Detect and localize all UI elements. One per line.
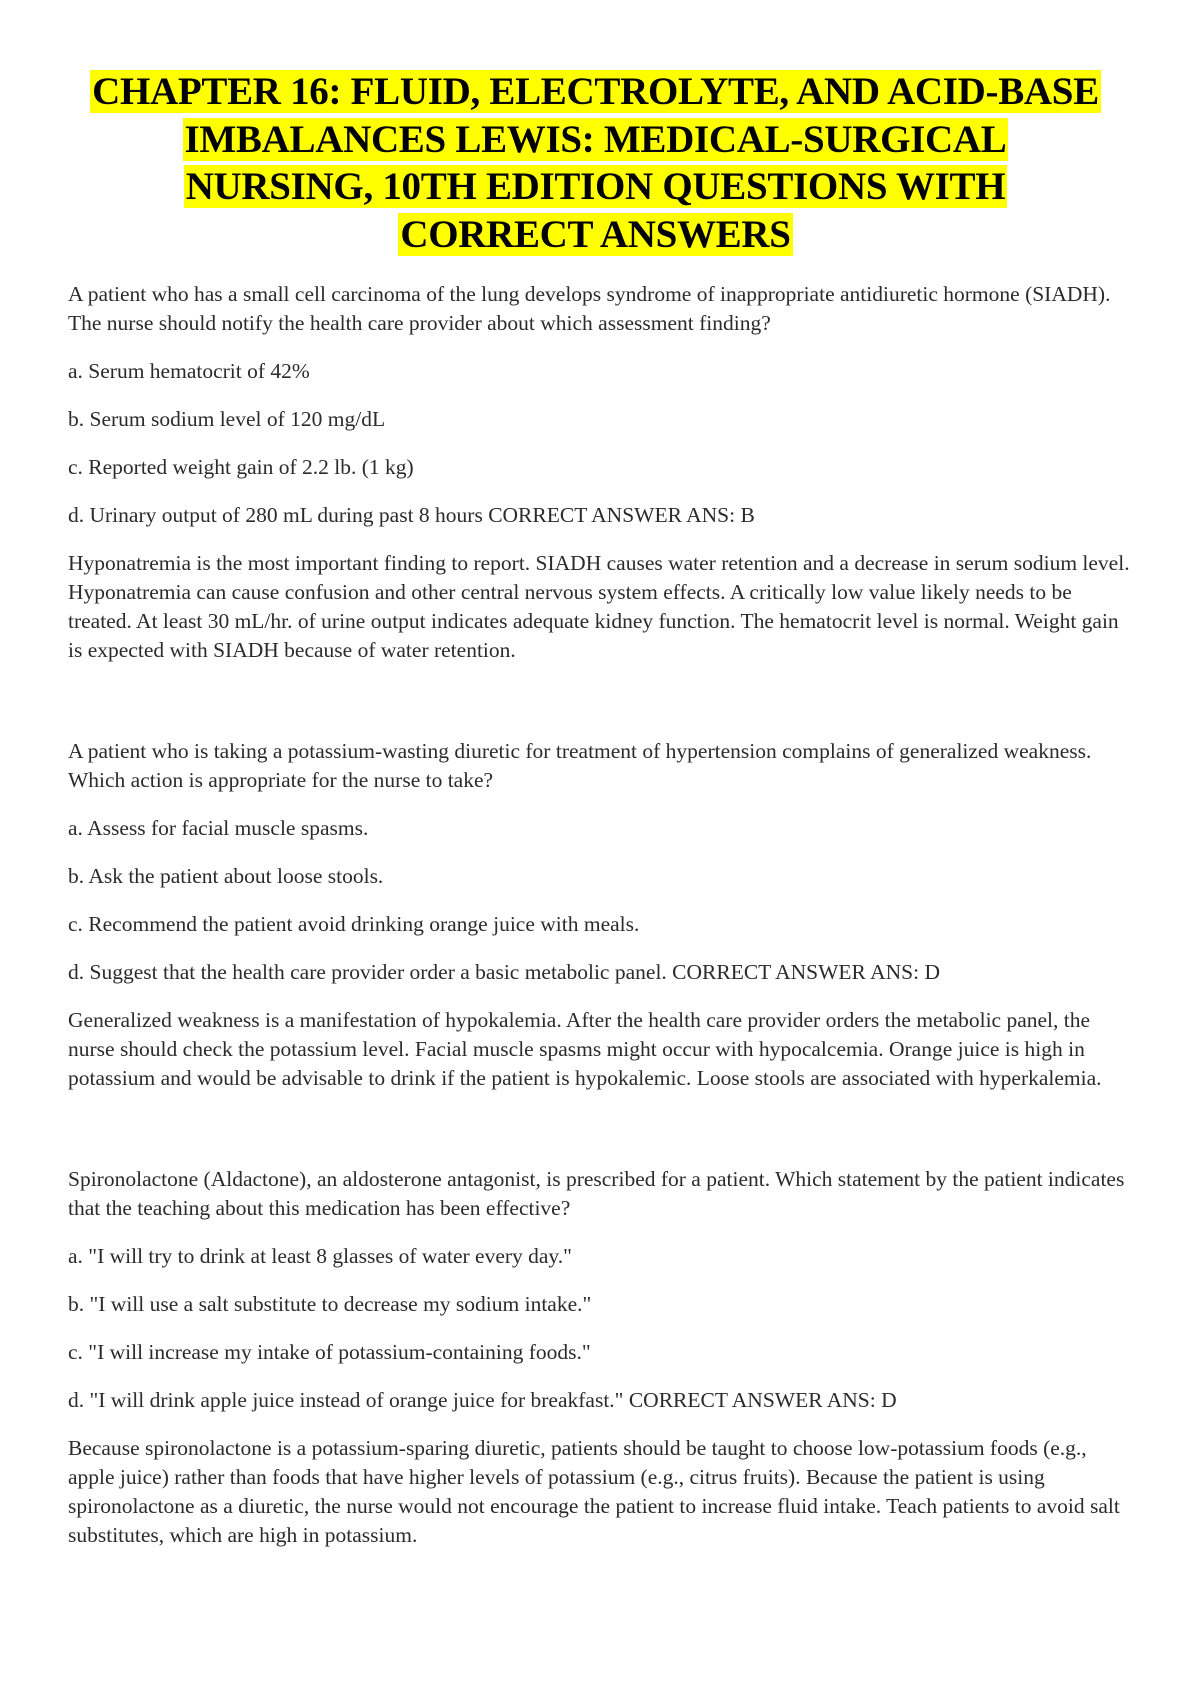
option-a: a. "I will try to drink at least 8 glasses of water every day." (68, 1244, 572, 1268)
option-b: b. "I will use a salt substitute to decrease my sodium intake." (68, 1292, 592, 1316)
question-2 (68, 737, 1130, 1093)
option-c: c. "I will increase my intake of potassium-containing foods." (68, 1340, 591, 1364)
option-d: d. "I will drink apple juice instead of orange juice for breakfast." CORRECT ANSWER ANS: D (68, 1388, 897, 1412)
option-d: d. Urinary output of 280 mL during past 8 hours CORRECT ANSWER ANS: B (68, 503, 755, 527)
option-c: c. Reported weight gain of 2.2 lb. (1 kg) (68, 455, 414, 479)
title-highlight: CHAPTER 16: FLUID, ELECTROLYTE, AND ACID-BASE IMBALANCES LEWIS: MEDICAL-SURGICAL NURSING, 10TH EDITION QUESTIONS WITH CORRECT ANSWERS (92, 70, 1099, 256)
question-stem: A patient who has a small cell carcinoma of the lung develops syndrome of inappropriate antidiuretic hormone (SIADH). The nurse should notify the health care provider about which assessment finding? (68, 282, 1111, 335)
rationale: Hyponatremia is the most important finding to report. SIADH causes water retention and a decrease in serum sodium level. Hyponatremia can cause confusion and other central nervous system effects. A critically low value likely needs to be treated. At least 30 mL/hr. of urine output indicates adequate kidney function. The hematocrit level is normal. Weight gain is expected with SIADH because of water retention. (68, 551, 1130, 662)
question-stem: Spironolactone (Aldactone), an aldosterone antagonist, is prescribed for a patient. Which statement by the patient indicates that the teaching about this medication has been effective? (68, 1167, 1125, 1220)
rationale: Generalized weakness is a manifestation of hypokalemia. After the health care provider orders the metabolic panel, the nurse should check the potassium level. Facial muscle spasms might occur with hypocalcemia. Orange juice is high in potassium and would be advisable to drink if the patient is hypokalemic. Loose stools are associated with hyperkalemia. (68, 1008, 1102, 1090)
question-1 (68, 280, 1130, 665)
option-a: a. Serum hematocrit of 42% (68, 359, 310, 383)
option-a: a. Assess for facial muscle spasms. (68, 816, 369, 840)
question-stem: A patient who is taking a potassium-wasting diuretic for treatment of hypertension complains of generalized weakness. Which action is appropriate for the nurse to take? (68, 739, 1092, 792)
option-d: d. Suggest that the health care provider order a basic metabolic panel. CORRECT ANSWER ANS: D (68, 960, 940, 984)
option-b: b. Serum sodium level of 120 mg/dL (68, 407, 386, 431)
option-c: c. Recommend the patient avoid drinking orange juice with meals. (68, 912, 640, 936)
question-list (68, 280, 1130, 1622)
option-b: b. Ask the patient about loose stools. (68, 864, 384, 888)
document-title (90, 68, 1101, 258)
question-3 (68, 1165, 1130, 1550)
rationale: Because spironolactone is a potassium-sparing diuretic, patients should be taught to choose low-potassium foods (e.g., apple juice) rather than foods that have higher levels of potassium (e.g., citrus fruits). Because the patient is using spironolactone as a diuretic, the nurse would not encourage the patient to increase fluid intake. Teach patients to avoid salt substitutes, which are high in potassium. (68, 1436, 1120, 1547)
